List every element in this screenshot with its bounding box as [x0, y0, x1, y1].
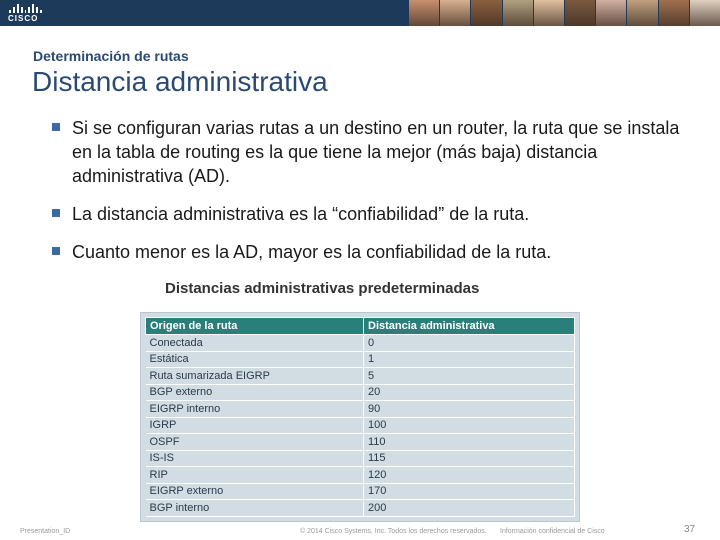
admin-distance-cell: 20 — [364, 384, 575, 401]
footer-presentation-id: Presentation_ID — [20, 528, 71, 535]
header-admin-distance: Distancia administrativa — [364, 318, 575, 335]
header-photo — [595, 0, 626, 26]
table-row — [146, 351, 575, 368]
bullet-item — [52, 240, 692, 264]
table-row — [146, 417, 575, 434]
route-source-cell: OSPF — [146, 434, 364, 451]
route-source-cell: EIGRP externo — [146, 483, 364, 500]
bullet-item — [52, 116, 692, 188]
table-container — [140, 312, 580, 522]
header-bar — [0, 0, 720, 26]
ad-table — [145, 317, 575, 517]
header-photo — [658, 0, 689, 26]
table-header-row — [146, 318, 575, 335]
cisco-bars-icon — [9, 3, 42, 13]
header-route-source: Origen de la ruta — [146, 318, 364, 335]
header-photo — [689, 0, 720, 26]
table-row — [146, 335, 575, 352]
table-title: Distancias administrativas predeterminadas — [165, 280, 480, 297]
admin-distance-cell: 0 — [364, 335, 575, 352]
table-row — [146, 401, 575, 418]
table-row — [146, 434, 575, 451]
admin-distance-cell: 170 — [364, 483, 575, 500]
table-row — [146, 467, 575, 484]
admin-distance-cell: 120 — [364, 467, 575, 484]
admin-distance-cell: 110 — [364, 434, 575, 451]
footer-confidential: Información confidencial de Cisco — [500, 528, 605, 535]
header-photo — [502, 0, 533, 26]
cisco-logo — [8, 3, 42, 23]
footer-copyright: © 2014 Cisco Systems, Inc. Todos los derechos reservados. — [300, 528, 487, 535]
header-photo — [626, 0, 657, 26]
header-photo — [408, 0, 439, 26]
header-photo-strip — [408, 0, 720, 26]
bullet-item — [52, 202, 692, 226]
route-source-cell: Estática — [146, 351, 364, 368]
table-row — [146, 368, 575, 385]
admin-distance-cell: 200 — [364, 500, 575, 517]
admin-distance-cell: 5 — [364, 368, 575, 385]
route-source-cell: BGP interno — [146, 500, 364, 517]
bullet-list — [52, 116, 692, 278]
table-body — [146, 335, 575, 517]
header-photo — [533, 0, 564, 26]
route-source-cell: IS-IS — [146, 450, 364, 467]
route-source-cell: Conectada — [146, 335, 364, 352]
slide-subtitle: Determinación de rutas — [33, 48, 189, 64]
header-photo — [470, 0, 501, 26]
admin-distance-cell: 90 — [364, 401, 575, 418]
page-number: 37 — [684, 524, 696, 535]
logo-text: CISCO — [8, 14, 39, 23]
admin-distance-cell: 100 — [364, 417, 575, 434]
admin-distance-cell: 115 — [364, 450, 575, 467]
route-source-cell: IGRP — [146, 417, 364, 434]
bullet-text: La distancia administrativa es la “confiabilidad” de la ruta. — [72, 204, 530, 224]
admin-distance-cell: 1 — [364, 351, 575, 368]
bullet-text: Si se configuran varias rutas a un destino en un router, la ruta que se instala en la tabla de routing es la que tiene la mejor (más baja) distancia administrativa (AD). — [72, 118, 680, 186]
table-row — [146, 450, 575, 467]
header-photo — [564, 0, 595, 26]
bullet-square-icon — [52, 247, 60, 255]
route-source-cell: Ruta sumarizada EIGRP — [146, 368, 364, 385]
table-row — [146, 384, 575, 401]
bullet-text: Cuanto menor es la AD, mayor es la confiabilidad de la ruta. — [72, 242, 552, 262]
route-source-cell: EIGRP interno — [146, 401, 364, 418]
header-photo — [439, 0, 470, 26]
slide-title: Distancia administrativa — [32, 66, 328, 97]
route-source-cell: BGP externo — [146, 384, 364, 401]
bullet-square-icon — [52, 209, 60, 217]
table-row — [146, 500, 575, 517]
route-source-cell: RIP — [146, 467, 364, 484]
bullet-square-icon — [52, 123, 60, 131]
table-row — [146, 483, 575, 500]
